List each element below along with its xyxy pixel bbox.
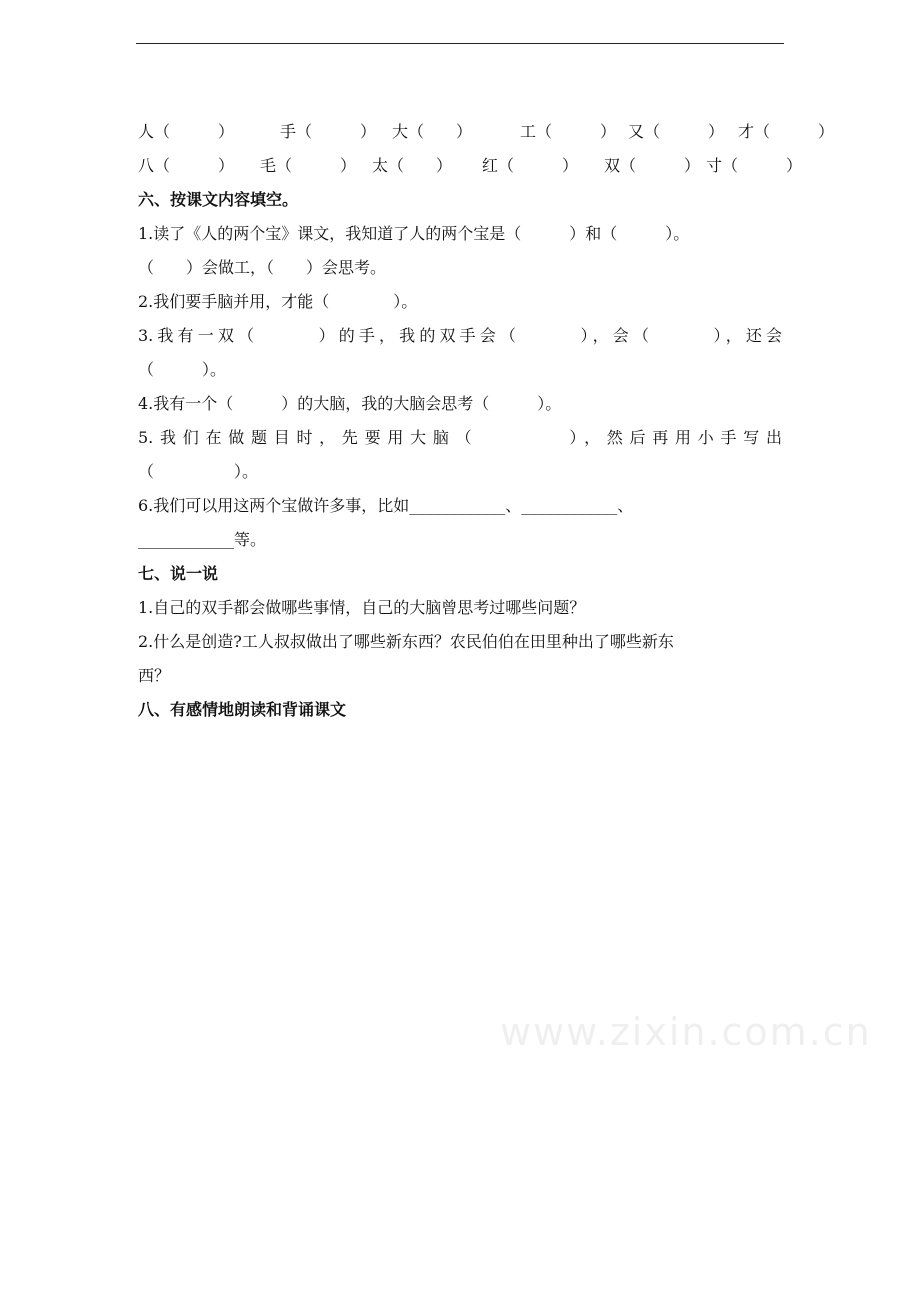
section-6-item: ____________等。 [138,530,267,549]
char-cell: 又（ ） [628,122,725,141]
section-6-item: 1.读了《人的两个宝》课文，我知道了人的两个宝是（ ）和（ ）。 [138,224,690,243]
char-cell: 太（ ） [372,156,453,175]
char-cell: 工（ ） [520,122,617,141]
section-6-item: 2.我们要手脑并用，才能（ ）。 [138,292,418,311]
section-7-heading: 七、说一说 [138,564,219,583]
section-6-item: 6.我们可以用这两个宝做许多事，比如____________、____________、 [138,496,634,515]
char-cell: 八（ ） [138,156,235,175]
header-rule [136,43,784,44]
char-cell: 寸（ ） [706,156,803,175]
section-6-heading: 六、按课文内容填空。 [138,190,299,209]
section-6-item: 5.我们在做题目时，先要用大脑（ ），然后再用小手写出 [138,428,782,447]
section-8-heading: 八、有感情地朗读和背诵课文 [138,700,347,719]
char-cell: 才（ ） [738,122,835,141]
section-6-item: （ ）。 [138,462,259,481]
char-cell: 红（ ） [482,156,579,175]
section-7-item: 1.自己的双手都会做哪些事情，自己的大脑曾思考过哪些问题？ [138,598,586,617]
section-6-item: （ ）会做工，（ ）会思考。 [138,258,387,277]
char-cell: 手（ ） [280,122,377,141]
section-7-item: 2.什么是创造?工人叔叔做出了哪些新东西？农民伯伯在田里种出了哪些新东 [138,632,674,651]
watermark: www.zixin.com.cn [500,1010,872,1054]
char-cell: 大（ ） [392,122,473,141]
char-cell: 毛（ ） [260,156,357,175]
section-6-item: 3.我有一双（ ）的手，我的双手会（ ），会（ ），还会 [138,326,782,345]
section-6-item: 4.我有一个（ ）的大脑，我的大脑会思考（ ）。 [138,394,562,413]
char-cell: 双（ ） [604,156,701,175]
section-7-item: 西？ [138,666,171,685]
char-cell: 人（ ） [138,122,235,141]
section-6-item: （ ）。 [138,360,227,379]
